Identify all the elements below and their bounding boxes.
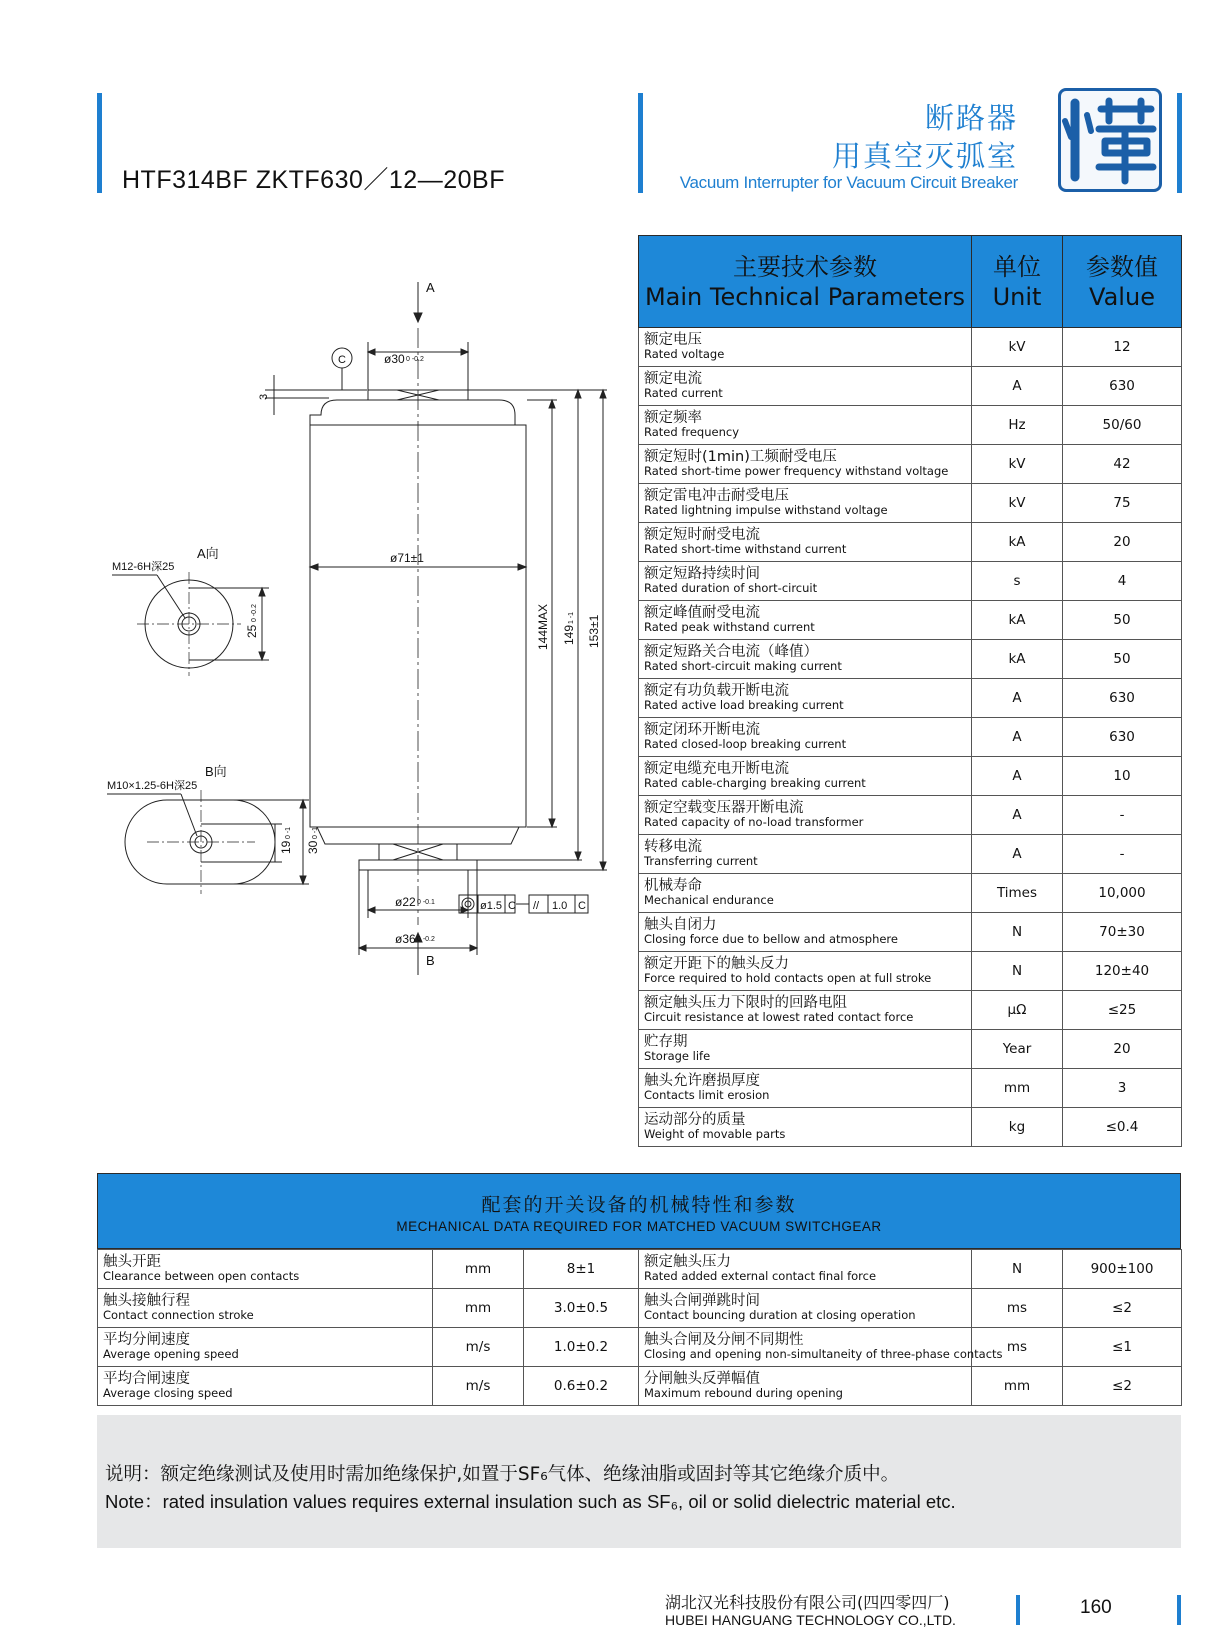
dim-top-dia-tol: 0 -0.2	[406, 356, 424, 363]
mech-right-unit: ms	[972, 1328, 1063, 1367]
tol-par-value: 1.0	[552, 900, 568, 912]
param-name-cell	[639, 523, 972, 562]
dim-25: 25	[245, 624, 259, 638]
param-name-cell	[639, 991, 972, 1030]
mech-left-name-cn: 触头开距	[103, 1254, 161, 1270]
param-name-cell	[639, 835, 972, 874]
param-name-cell	[639, 562, 972, 601]
param-value: 50	[1063, 640, 1182, 679]
dim-36: ø36	[395, 932, 416, 946]
mech-right-value: ≤2	[1063, 1367, 1182, 1406]
mech-left-name-cell	[98, 1328, 433, 1367]
param-name-cn: 额定短路关合电流（峰值）	[644, 644, 818, 660]
param-row	[639, 952, 1182, 991]
mech-right-value: ≤1	[1063, 1328, 1182, 1367]
mech-right-name-en: Closing and opening non-simultaneity of three-phase contacts	[644, 1347, 1003, 1361]
note-en: Note：rated insulation values requires external insulation such as SF₆, oil or solid dielectric material etc.	[105, 1491, 956, 1512]
col-header-param-en: Main Technical Parameters	[644, 282, 966, 311]
param-unit: μΩ	[972, 991, 1063, 1030]
param-row	[639, 328, 1182, 367]
mech-title-en: MECHANICAL DATA REQUIRED FOR MATCHED VACUUM SWITCHGEAR	[396, 1219, 882, 1234]
param-name-cell	[639, 367, 972, 406]
param-value: 42	[1063, 445, 1182, 484]
param-unit: mm	[972, 1069, 1063, 1108]
note-box	[97, 1415, 1181, 1548]
col-header-unit	[972, 236, 1063, 328]
tol-coax-value: ø1.5	[480, 900, 503, 912]
mech-left-unit: m/s	[433, 1367, 524, 1406]
param-name-cn: 额定有功负载开断电流	[644, 683, 789, 699]
param-name-cell	[639, 445, 972, 484]
param-value: 12	[1063, 328, 1182, 367]
param-value: 10,000	[1063, 874, 1182, 913]
param-name-en: Force required to hold contacts open at full stroke	[644, 971, 932, 985]
param-row	[639, 757, 1182, 796]
mech-right-name-en: Maximum rebound during opening	[644, 1386, 843, 1400]
mid-accent-bar	[638, 93, 643, 193]
col-header-unit-en: Unit	[992, 282, 1042, 311]
param-name-cell	[639, 796, 972, 835]
param-value: 50/60	[1063, 406, 1182, 445]
param-name-cn: 转移电流	[644, 839, 702, 855]
mech-right-name-cn: 分闸触头反弹幅值	[644, 1371, 760, 1387]
param-row	[639, 367, 1182, 406]
param-name-cn: 额定雷电冲击耐受电压	[644, 488, 789, 504]
dim-153: 153±1	[587, 614, 601, 648]
dim-body-dia: ø71±1	[390, 551, 424, 565]
arrow-a-label: A	[426, 280, 435, 295]
header-title-cn-line1: 断路器	[924, 101, 1018, 135]
mech-left-name-cn: 平均分闸速度	[103, 1332, 190, 1348]
mech-right-name-cn: 额定触头压力	[644, 1254, 731, 1270]
param-row	[639, 601, 1182, 640]
param-name-cell	[639, 328, 972, 367]
param-unit: A	[972, 367, 1063, 406]
param-name-cell	[639, 874, 972, 913]
param-name-cell	[639, 640, 972, 679]
param-name-cell	[639, 484, 972, 523]
param-row	[639, 679, 1182, 718]
param-unit: kV	[972, 445, 1063, 484]
dim-22: ø22	[395, 895, 416, 909]
param-row	[639, 718, 1182, 757]
param-name-en: Rated current	[644, 386, 723, 400]
param-name-cn: 额定短时耐受电流	[644, 527, 760, 543]
param-name-cn: 触头自闭力	[644, 917, 717, 933]
header-title-cn-line2: 用真空灭弧室	[831, 139, 1018, 173]
mech-left-name-cell	[98, 1289, 433, 1328]
arrow-a-head	[414, 313, 422, 322]
top-cap	[310, 400, 515, 425]
tol-par-datum: C	[578, 900, 586, 912]
dim-gap: 3	[258, 393, 270, 400]
param-row	[639, 523, 1182, 562]
param-unit: A	[972, 835, 1063, 874]
param-name-en: Rated frequency	[644, 425, 740, 439]
mech-right-name-cell	[639, 1328, 1003, 1367]
mech-left-unit: mm	[433, 1250, 524, 1289]
param-name-cell	[639, 406, 972, 445]
param-value: 50	[1063, 601, 1182, 640]
col-header-param	[639, 236, 972, 328]
thread-a-label: M12-6H深25	[112, 561, 175, 573]
dim-19: 19	[279, 840, 293, 854]
param-value: 75	[1063, 484, 1182, 523]
param-unit: kA	[972, 523, 1063, 562]
param-unit: A	[972, 679, 1063, 718]
param-unit: A	[972, 757, 1063, 796]
param-row	[639, 1108, 1182, 1147]
param-value: 630	[1063, 367, 1182, 406]
mech-left-value: 0.6±0.2	[524, 1367, 639, 1406]
left-accent-bar	[97, 93, 102, 193]
dim-22-tol: 0 -0.1	[417, 899, 435, 906]
param-value: 70±30	[1063, 913, 1182, 952]
param-name-cell	[639, 1030, 972, 1069]
param-row	[639, 874, 1182, 913]
param-name-cn: 触头允许磨损厚度	[644, 1073, 760, 1089]
param-name-en: Circuit resistance at lowest rated contact force	[644, 1010, 914, 1024]
col-header-param-cn: 主要技术参数	[733, 252, 877, 281]
param-name-cn: 额定电压	[644, 332, 702, 348]
mech-left-value: 3.0±0.5	[524, 1289, 639, 1328]
param-name-en: Rated cable-charging breaking current	[644, 776, 866, 790]
col-header-value-en: Value	[1089, 282, 1155, 311]
param-value: 10	[1063, 757, 1182, 796]
param-row	[639, 1030, 1182, 1069]
mech-right-name-cell	[639, 1367, 972, 1406]
mech-left-name-en: Average closing speed	[103, 1386, 233, 1400]
mech-left-name-cn: 触头接触行程	[103, 1293, 190, 1309]
main-parameters-table	[638, 235, 1182, 1147]
param-name-en: Rated short-time withstand current	[644, 542, 847, 556]
param-name-en: Rated closed-loop breaking current	[644, 737, 847, 751]
param-name-en: Rated voltage	[644, 347, 725, 361]
param-unit: Year	[972, 1030, 1063, 1069]
param-name-en: Weight of movable parts	[644, 1127, 786, 1141]
mech-right-name-en: Rated added external contact final force	[644, 1269, 877, 1283]
col-header-value	[1063, 236, 1182, 328]
header-title-en: Vacuum Interrupter for Vacuum Circuit Breaker	[679, 173, 1018, 192]
param-row	[639, 1069, 1182, 1108]
param-name-cn: 额定闭环开断电流	[644, 722, 760, 738]
param-row	[639, 484, 1182, 523]
param-row	[639, 562, 1182, 601]
param-name-en: Rated peak withstand current	[644, 620, 815, 634]
param-value: 4	[1063, 562, 1182, 601]
param-value: ≤0.4	[1063, 1108, 1182, 1147]
param-unit: kA	[972, 640, 1063, 679]
param-row	[639, 640, 1182, 679]
param-name-cell	[639, 952, 972, 991]
mech-table-header	[97, 1173, 1181, 1249]
dim-30-tol: 0 -1	[312, 826, 319, 839]
param-name-en: Rated capacity of no-load transformer	[644, 815, 864, 829]
mech-right-unit: mm	[972, 1367, 1063, 1406]
view-b-label: B向	[205, 764, 227, 779]
mech-right-value: ≤2	[1063, 1289, 1182, 1328]
footer-accent-bar-2	[1177, 1595, 1181, 1625]
param-unit: N	[972, 952, 1063, 991]
param-name-cell	[639, 601, 972, 640]
param-unit: A	[972, 718, 1063, 757]
param-name-en: Contacts limit erosion	[644, 1088, 770, 1102]
dim-30: 30	[306, 840, 320, 854]
col-header-unit-cn: 单位	[993, 252, 1041, 281]
param-unit: kV	[972, 484, 1063, 523]
mech-left-unit: mm	[433, 1289, 524, 1328]
mech-left-value: 1.0±0.2	[524, 1328, 639, 1367]
mech-row	[98, 1250, 1182, 1289]
hanguang-logo-icon	[1058, 88, 1162, 192]
tol-coax-datum: C	[508, 900, 516, 912]
param-unit: s	[972, 562, 1063, 601]
param-unit: kA	[972, 601, 1063, 640]
param-name-en: Rated lightning impulse withstand voltage	[644, 503, 888, 517]
dim-144: 144MAX	[536, 603, 550, 650]
arrow-b-label: B	[426, 953, 435, 968]
param-unit: Times	[972, 874, 1063, 913]
param-name-cell	[639, 913, 972, 952]
param-name-cell	[639, 1069, 972, 1108]
mech-left-name-en: Average opening speed	[103, 1347, 239, 1361]
note-cn: 说明：额定绝缘测试及使用时需加绝缘保护,如置于SF₆气体、绝缘油脂或固封等其它绝缘介质中。	[105, 1464, 900, 1485]
mech-left-value: 8±1	[524, 1250, 639, 1289]
param-row	[639, 991, 1182, 1030]
thread-b-label: M10×1.25-6H深25	[107, 780, 198, 792]
param-name-cell	[639, 757, 972, 796]
param-value: 630	[1063, 679, 1182, 718]
param-unit: kV	[972, 328, 1063, 367]
mech-right-name-cell	[639, 1250, 972, 1289]
param-name-cell	[639, 718, 972, 757]
param-row	[639, 796, 1182, 835]
model-title: HTF314BF ZKTF630／12—20BF	[122, 166, 505, 194]
param-name-cn: 额定电缆充电开断电流	[644, 761, 789, 777]
mech-right-unit: N	[972, 1250, 1063, 1289]
mech-right-name-cell	[639, 1289, 972, 1328]
param-name-cell	[639, 679, 972, 718]
mech-row	[98, 1328, 1182, 1367]
footer-accent-bar-1	[1016, 1595, 1020, 1625]
param-value: -	[1063, 796, 1182, 835]
dim-19-tol: 0 -1	[285, 826, 292, 839]
param-name-en: Rated short-circuit making current	[644, 659, 842, 673]
mech-left-name-cn: 平均合闸速度	[103, 1371, 190, 1387]
mech-right-name-cn: 触头合闸弹跳时间	[644, 1293, 760, 1309]
mech-right-name-en: Contact bouncing duration at closing operation	[644, 1308, 916, 1322]
right-accent-bar	[1177, 93, 1182, 193]
dim-36-tol: 0 -0.2	[417, 936, 435, 943]
param-name-cn: 额定电流	[644, 371, 702, 387]
param-name-cn: 额定开距下的触头反力	[644, 956, 789, 972]
param-name-cn: 贮存期	[644, 1034, 688, 1050]
param-unit: Hz	[972, 406, 1063, 445]
param-value: 630	[1063, 718, 1182, 757]
param-value: 20	[1063, 1030, 1182, 1069]
param-name-cn: 额定峰值耐受电流	[644, 605, 760, 621]
mech-right-unit: ms	[972, 1289, 1063, 1328]
footer-company-cn: 湖北汉光科技股份有限公司(四四零四厂)	[665, 1593, 950, 1612]
param-value: 120±40	[1063, 952, 1182, 991]
param-row	[639, 835, 1182, 874]
param-name-en: Closing force due to bellow and atmosphere	[644, 932, 898, 946]
param-name-en: Rated short-time power frequency withstand voltage	[644, 464, 949, 478]
param-name-en: Storage life	[644, 1049, 711, 1063]
mech-row	[98, 1367, 1182, 1406]
mech-row	[98, 1289, 1182, 1328]
dim-149-tol: 1 -1	[568, 611, 575, 624]
dim-25-tol: 0 -0.2	[251, 604, 258, 622]
datum-c-label: C	[338, 354, 346, 366]
param-name-cn: 额定频率	[644, 410, 702, 426]
param-name-en: Transferring current	[644, 854, 758, 868]
param-value: ≤25	[1063, 991, 1182, 1030]
interrupter-drawing	[97, 270, 632, 990]
mech-right-value: 900±100	[1063, 1250, 1182, 1289]
param-name-cn: 额定空载变压器开断电流	[644, 800, 804, 816]
param-row	[639, 913, 1182, 952]
param-name-cn: 额定短路持续时间	[644, 566, 760, 582]
param-name-cn: 额定触头压力下限时的回路电阻	[644, 995, 847, 1011]
param-name-en: Rated duration of short-circuit	[644, 581, 818, 595]
param-row	[639, 445, 1182, 484]
view-a-label: A向	[197, 546, 219, 561]
dim-top-dia: ø30	[384, 352, 405, 366]
dim-149: 149	[562, 624, 576, 645]
mech-left-unit: m/s	[433, 1328, 524, 1367]
mech-left-name-en: Contact connection stroke	[103, 1308, 254, 1322]
mech-left-name-en: Clearance between open contacts	[103, 1269, 300, 1283]
param-name-cn: 额定短时(1min)工频耐受电压	[644, 449, 837, 465]
mech-title-cn: 配套的开关设备的机械特性和参数	[481, 1194, 797, 1216]
mech-left-name-cell	[98, 1250, 433, 1289]
param-name-en: Rated active load breaking current	[644, 698, 844, 712]
param-value: 3	[1063, 1069, 1182, 1108]
param-name-en: Mechanical endurance	[644, 893, 774, 907]
footer-company-en: HUBEI HANGUANG TECHNOLOGY CO.,LTD.	[665, 1612, 956, 1628]
mech-right-name-cn: 触头合闸及分闸不同期性	[644, 1332, 804, 1348]
param-unit: A	[972, 796, 1063, 835]
mech-left-name-cell	[98, 1367, 433, 1406]
param-name-cn: 运动部分的质量	[644, 1112, 746, 1128]
param-value: -	[1063, 835, 1182, 874]
col-header-value-cn: 参数值	[1086, 252, 1158, 281]
param-name-cell	[639, 1108, 972, 1147]
mech-parameters-table	[97, 1249, 1182, 1406]
param-name-cn: 机械寿命	[644, 878, 702, 894]
param-unit: N	[972, 913, 1063, 952]
param-unit: kg	[972, 1108, 1063, 1147]
tol-par-symbol: //	[533, 900, 540, 912]
param-value: 20	[1063, 523, 1182, 562]
page-number: 160	[1080, 1597, 1112, 1618]
param-row	[639, 406, 1182, 445]
